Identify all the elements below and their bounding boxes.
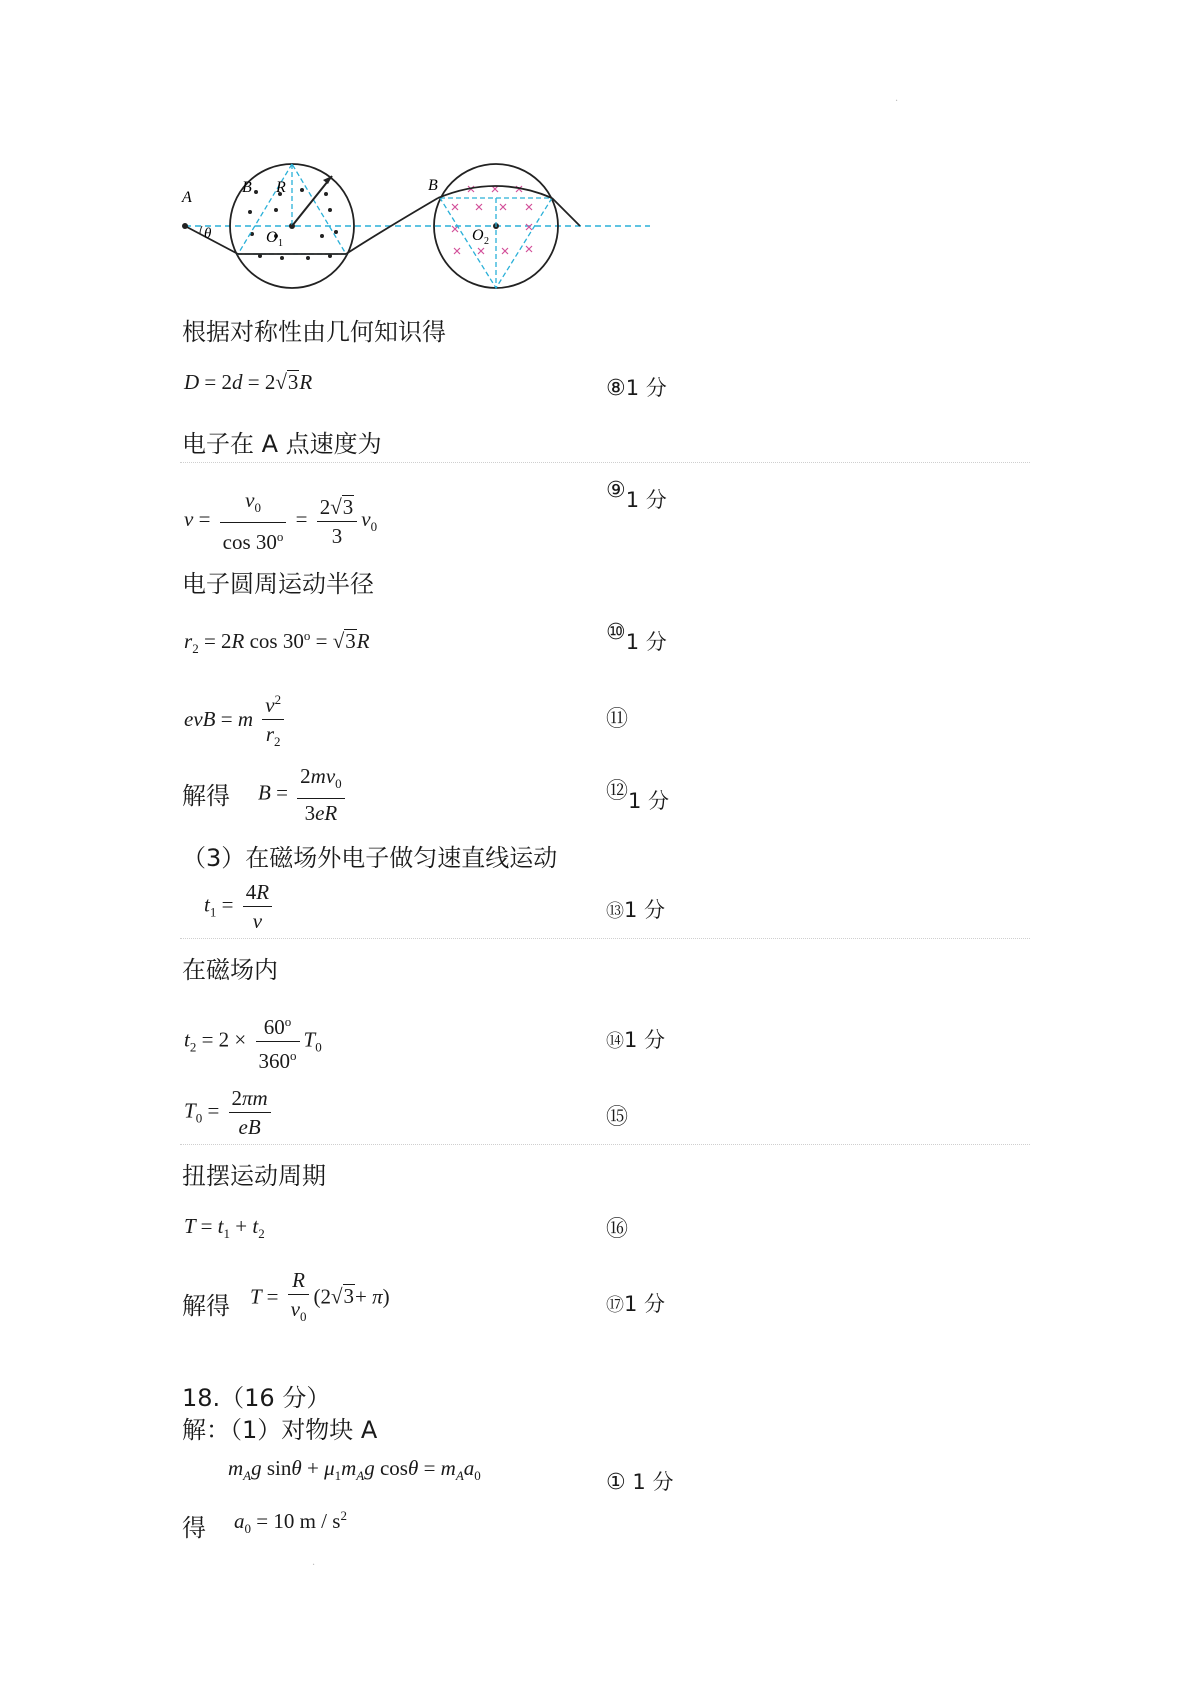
score-16 xyxy=(606,1212,628,1243)
eq-evB: evB = m $\frac{v^2}{r_2}$ xyxy=(184,686,288,756)
text-in-field: 在磁场内 xyxy=(182,956,278,984)
eq-B: B = $\frac{2mv_0}{3eR}$ xyxy=(258,762,349,827)
score-8: ⑧1 分 xyxy=(606,376,667,401)
scan-speck: · xyxy=(895,96,899,107)
label-O1: O xyxy=(266,229,278,246)
text-de: 得 xyxy=(182,1514,206,1542)
mark-1: ① xyxy=(606,1470,626,1495)
label-theta: θ xyxy=(204,226,212,242)
radius-arrow xyxy=(292,176,332,226)
field-into-page-crosses xyxy=(452,186,532,254)
eq-T-result: T = $\frac{R}{v_0}$ (2√3+ π) xyxy=(250,1268,390,1325)
dotted-separator-2 xyxy=(180,938,1030,939)
mark-13: ⑬ xyxy=(606,901,624,922)
mark-11: ⑪ xyxy=(606,707,629,732)
text-part3: （3）在磁场外电子做匀速直线运动 xyxy=(182,844,558,872)
eq-T0: $T_0$ = $\frac{2\pi m}{eB}$ xyxy=(184,1084,275,1141)
eq-force-A: $m_Ag$ $\sin\theta + \mu_1m_Ag$ $\cos\theta = m_Aa_0$ xyxy=(228,1456,481,1484)
mark-14: ⑭ xyxy=(606,1031,624,1052)
mark-9: ⑨ xyxy=(606,478,626,503)
score-1: ① 1 分 xyxy=(606,1470,674,1495)
text-solve: 解得 xyxy=(182,782,230,810)
text-solve2: 解得 xyxy=(182,1292,230,1320)
dotted-separator-3 xyxy=(180,1144,1030,1145)
mark-12: ⑫ xyxy=(606,779,629,804)
text-speed-at-A: 电子在 A 点速度为 xyxy=(182,430,382,458)
dotted-separator-1 xyxy=(180,462,1030,463)
mark-16: ⑯ xyxy=(606,1217,629,1242)
label-B2: B xyxy=(428,177,438,194)
score-17: ⑰1 分 xyxy=(606,1292,666,1316)
score-10: ⑩1 分 xyxy=(606,620,667,654)
label-B1: B xyxy=(242,179,252,196)
eq-t2: $t_2 = 2$ × $\frac{60^o}{360^o}$ $T_0$ xyxy=(184,1008,322,1075)
mark-15: ⑮ xyxy=(606,1105,629,1130)
score-14: ⑭1 分 xyxy=(606,1028,666,1052)
label-A: A xyxy=(182,189,192,206)
q18-header: 18.（16 分） xyxy=(182,1384,331,1412)
eq-t1: $t_1$ = $\frac{4R}{v}$ xyxy=(204,878,276,935)
electron-trajectory-figure xyxy=(180,160,660,300)
label-O2: O xyxy=(472,227,484,244)
scan-speck-2: · xyxy=(312,1560,316,1571)
text-period: 扭摆运动周期 xyxy=(182,1162,326,1190)
label-O1-sub: 1 xyxy=(278,238,283,249)
score-11 xyxy=(606,702,628,733)
mark-17: ⑰ xyxy=(606,1295,624,1316)
score-9: ⑨1 分 xyxy=(606,478,667,512)
mark-8: ⑧ xyxy=(606,376,626,401)
score-15 xyxy=(606,1100,628,1131)
eq-r2: $r_2 = 2R$ $\cos 30^o = √3R$ xyxy=(184,628,370,657)
label-O2-sub: 2 xyxy=(484,236,489,247)
q18-solution-intro: 解：（1）对物块 A xyxy=(182,1416,378,1444)
eq-T: $T = t_1 + t_2$ xyxy=(184,1214,265,1242)
eq-a0: $a_0 = 10$ m / $s^2$ xyxy=(234,1508,347,1537)
text-symmetry: 根据对称性由几何知识得 xyxy=(182,318,446,346)
eq-D: D = 2d = 2√3R xyxy=(184,370,313,394)
mark-10: ⑩ xyxy=(606,620,626,645)
eq-v: v = $\frac{v_0}{\cos 30^o}$ = $\frac{2√3}{3}$ $v_0$ xyxy=(184,488,378,555)
text-radius: 电子圆周运动半径 xyxy=(182,570,374,598)
score-13: ⑬1 分 xyxy=(606,898,666,922)
score-12: ⑫1 分 xyxy=(606,779,670,813)
label-R: R xyxy=(276,179,286,196)
